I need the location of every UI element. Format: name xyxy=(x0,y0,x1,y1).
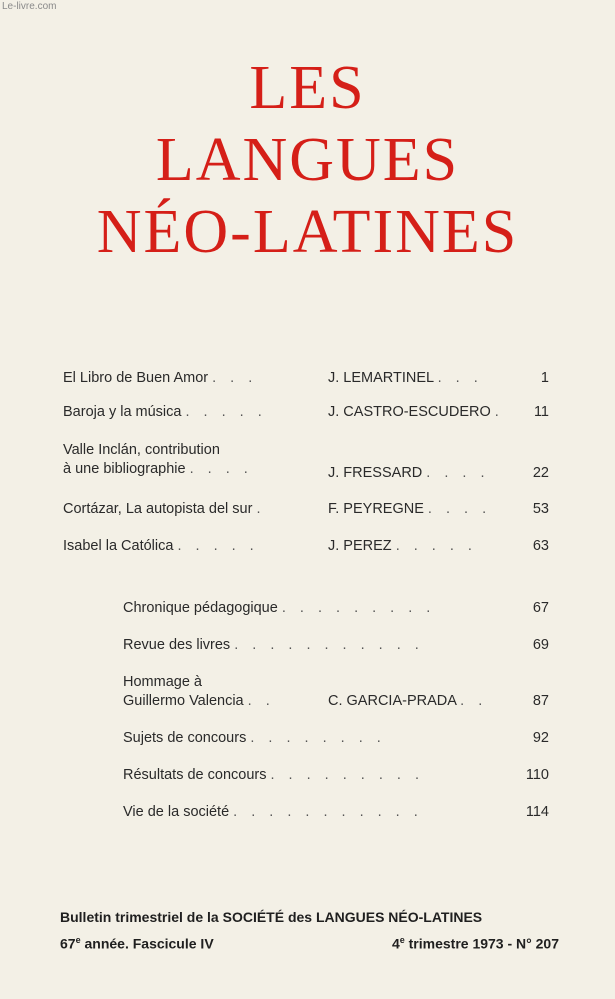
section-title-line-1: Hommage à xyxy=(123,674,202,690)
entry-author: J. PEREZ . . . . . xyxy=(328,538,477,554)
title-line-3: NÉO-LATINES xyxy=(96,198,519,266)
entry-author: J. CASTRO-ESCUDERO . xyxy=(328,404,504,420)
section-author: C. GARCIA-PRADA . . xyxy=(328,693,488,709)
section-page: 87 xyxy=(532,693,549,709)
entry-author: J. LEMARTINEL . . . xyxy=(328,370,483,386)
entry-title: Cortázar, La autopista del sur . xyxy=(63,501,266,517)
footer-quarter: 4e trimestre 1973 - N° 207 xyxy=(391,935,559,952)
entry-title-line-1: Valle Inclán, contribution xyxy=(63,442,220,458)
section-title: Résultats de concours . . . . . . . . . xyxy=(123,767,424,783)
entry-title: à une bibliographie . . . . xyxy=(63,461,253,477)
section-title: Sujets de concours . . . . . . . . xyxy=(123,730,386,746)
entry-title: El Libro de Buen Amor . . . xyxy=(63,370,258,386)
section-title: Vie de la société . . . . . . . . . . . xyxy=(123,804,423,820)
section-page: 110 xyxy=(525,767,549,783)
entry-author: F. PEYREGNE . . . . xyxy=(328,501,492,517)
toc-section xyxy=(0,673,615,713)
footer-bulletin: Bulletin trimestriel de la SOCIÉTÉ des LANGUES NÉO-LATINES xyxy=(60,909,483,925)
section-title: Guillermo Valencia . . xyxy=(123,693,275,709)
entry-page: 53 xyxy=(532,501,549,517)
section-page: 92 xyxy=(532,730,549,746)
title-line-1: LES xyxy=(249,54,366,122)
toc-entry xyxy=(0,441,615,481)
watermark: Le-livre.com xyxy=(2,1,57,12)
entry-page: 11 xyxy=(533,404,549,420)
entry-author: J. FRESSARD . . . . xyxy=(328,465,490,481)
footer-year: 67e année. Fascicule IV xyxy=(60,935,214,952)
section-title: Chronique pédagogique . . . . . . . . . xyxy=(123,600,436,616)
section-page: 114 xyxy=(525,804,549,820)
entry-page: 63 xyxy=(532,538,549,554)
entry-page: 22 xyxy=(532,465,549,481)
section-page: 67 xyxy=(532,600,549,616)
entry-page: 1 xyxy=(540,370,549,386)
section-title: Revue des livres . . . . . . . . . . . xyxy=(123,637,424,653)
title-line-2: LANGUES xyxy=(155,126,460,194)
section-page: 69 xyxy=(532,637,549,653)
entry-title: Baroja y la música . . . . . xyxy=(63,404,267,420)
entry-title: Isabel la Católica . . . . . xyxy=(63,538,259,554)
